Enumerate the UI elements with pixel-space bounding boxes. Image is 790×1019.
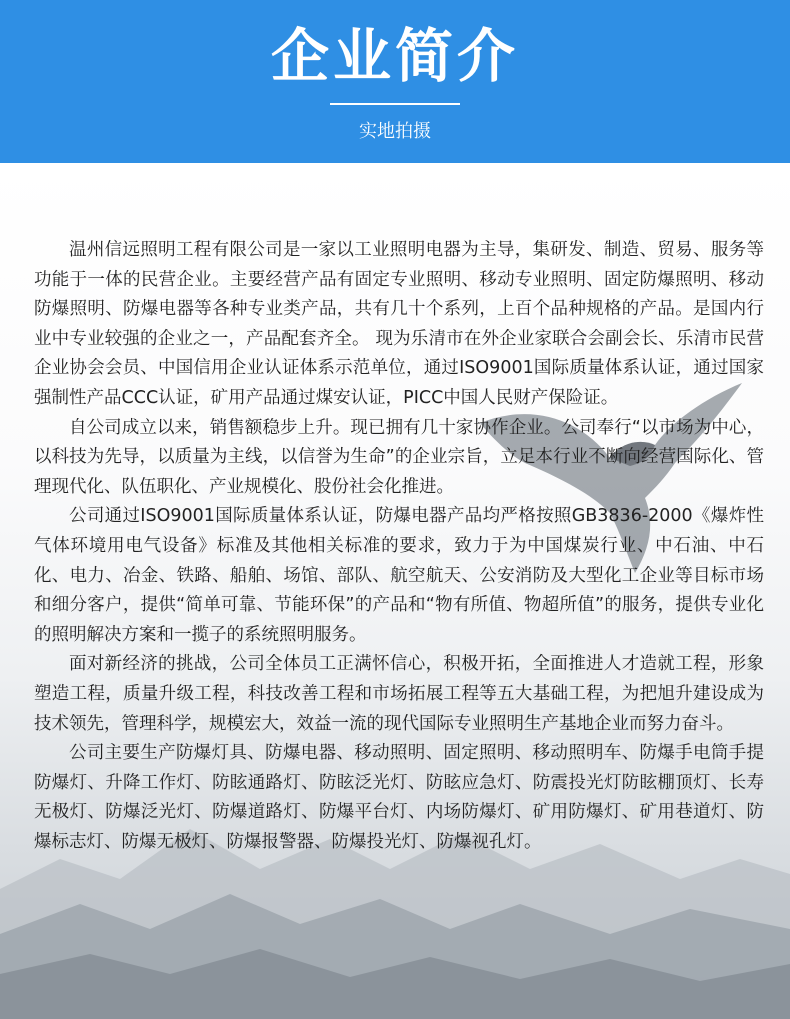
page-title: 企业简介 bbox=[270, 22, 519, 90]
intro-paragraph: 自公司成立以来，销售额稳步上升。现已拥有几十家协作企业。公司奉行“以市场为中心，以科技为先导，以质量为主线，以信誉为生命”的企业宗旨，立足本行业不断向经营国际化、管理现代化、队伍职化、产业规模化、股份社会化推进。 bbox=[34, 417, 764, 497]
company-intro-text bbox=[34, 236, 764, 857]
header-banner bbox=[0, 0, 790, 163]
page-subtitle: 实地拍摄 bbox=[359, 121, 431, 142]
intro-paragraph: 公司通过ISO9001国际质量体系认证，防爆电器产品均严格按照GB3836-2000《爆炸性气体环境用电气设备》标准及其他相关标准的要求，致力于为中国煤炭行业、中石油、中石化、电力、冶金、铁路、船舶、场馆、部队、航空航天、公安消防及大型化工企业等目标市场和细分客户，提供“简单可靠、节能环保”的产品和“物有所值、物超所值”的服务，提供专业化的照明解决方案和一揽子的系统照明服务。 bbox=[34, 506, 764, 645]
intro-paragraph: 温州信远照明工程有限公司是一家以工业照明电器为主导，集研发、制造、贸易、服务等功能于一体的民营企业。主要经营产品有固定专业照明、移动专业照明、固定防爆照明、移动防爆照明、防爆电器等各种专业类产品，共有几十个系列，上百个品种规格的产品。是国内行业中专业较强的企业之一，产品配套齐全。 现为乐清市在外企业家联合会副会长、乐清市民营企业协会会员、中国信用企业认证体系示范单位，通过ISO9001国际质量体系认证，通过国家强制性产品CCC认证，矿用产品通过煤安认证，PICC中国人民财产保险证。 bbox=[34, 240, 764, 408]
title-divider bbox=[330, 103, 460, 105]
intro-paragraph: 公司主要生产防爆灯具、防爆电器、移动照明、固定照明、移动照明车、防爆手电筒手提防爆灯、升降工作灯、防眩通路灯、防眩泛光灯、防眩应急灯、防震投光灯防眩棚顶灯、长寿无极灯、防爆泛光灯、防爆道路灯、防爆平台灯、内场防爆灯、矿用防爆灯、矿用巷道灯、防爆标志灯、防爆无极灯、防爆报警器、防爆投光灯、防爆视孔灯。 bbox=[34, 743, 764, 852]
intro-paragraph: 面对新经济的挑战，公司全体员工正满怀信心，积极开拓，全面推进人才造就工程，形象塑造工程，质量升级工程，科技改善工程和市场拓展工程等五大基础工程，为把旭升建设成为技术领先，管理科学，规模宏大，效益一流的现代国际专业照明生产基地企业而努力奋斗。 bbox=[34, 654, 764, 734]
